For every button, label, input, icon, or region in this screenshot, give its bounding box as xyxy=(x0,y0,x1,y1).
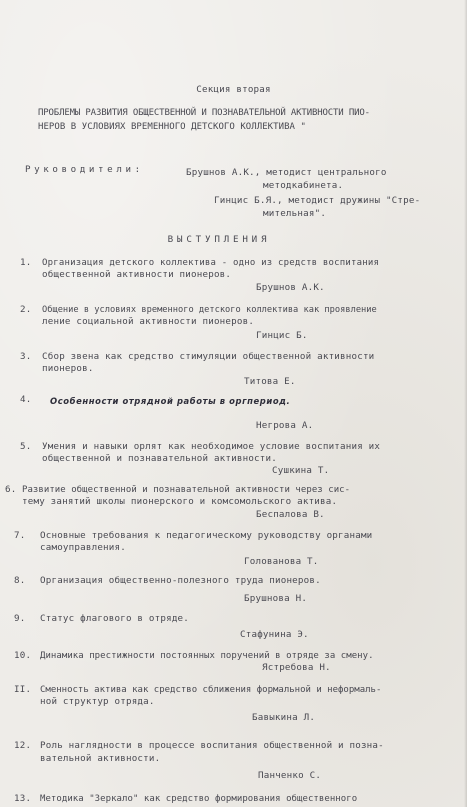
item-8-author: Брушнова Н. xyxy=(244,593,308,604)
item-13-number: 13. xyxy=(14,793,32,804)
item-12-number: 12. xyxy=(14,740,32,751)
item-9-number: 9. xyxy=(14,613,26,624)
leader-2-line-2: мительная". xyxy=(263,208,327,219)
item-10-author: Ястребова Н. xyxy=(262,662,331,673)
item-3-author: Титова Е. xyxy=(244,376,296,387)
item-2-line-2: ление социальной активности пионеров. xyxy=(42,316,255,327)
item-8-number: 8. xyxy=(14,575,26,586)
item-5-line-1: Умения и навыки орлят как необходимое условие воспитания их xyxy=(42,441,381,452)
item-9-author: Стафунина Э. xyxy=(240,629,309,640)
section-heading: Секция вторая xyxy=(196,84,271,95)
item-11-line-2: ной структур отряда. xyxy=(40,696,155,707)
item-5-line-2: общественной и познавательной активности. xyxy=(42,453,277,464)
item-11-line-1: Сменность актива как средство сближения формальной и неформаль- xyxy=(40,685,382,695)
item-2-author: Гинцис Б. xyxy=(256,330,308,341)
item-12-author: Панченко С. xyxy=(258,770,322,781)
item-5-number: 5. xyxy=(20,441,32,452)
item-11-author: Бавыкина Л. xyxy=(252,712,316,723)
speeches-heading: ВЫСТУПЛЕНИЯ xyxy=(167,234,271,245)
item-10-line-1: Динамика престижности постоянных поручений в отряде за смену. xyxy=(40,651,374,661)
item-5-author: Сушкина Т. xyxy=(272,465,330,476)
item-1-number: 1. xyxy=(20,257,32,268)
item-2-line-1: Общение в условиях временного детского коллектива как проявление xyxy=(42,305,377,315)
item-4-line-1-handwritten: Особенности отрядной работы в оргпериод. xyxy=(50,396,291,406)
item-4-number: 4. xyxy=(20,394,32,405)
item-4-author: Негрова А. xyxy=(256,420,314,431)
item-9-line-1: Статус флагового в отряде. xyxy=(40,613,190,624)
item-1-line-2: общественной активности пионеров. xyxy=(42,269,232,280)
item-7-number: 7. xyxy=(14,530,26,541)
item-6-author: Беспалова В. xyxy=(256,509,325,520)
item-2-number: 2. xyxy=(20,304,32,315)
item-13-line-1: Методика "Зеркало" как средство формирования общественного xyxy=(40,794,358,804)
item-7-line-1: Основные требования к педагогическому руководству органами xyxy=(40,530,373,541)
item-10-number: 10. xyxy=(14,650,32,661)
item-3-line-1: Сбор звена как средство стимуляции общественной активности xyxy=(42,351,375,362)
item-12-line-2: вательной активности. xyxy=(40,753,161,764)
item-6-number: 6. xyxy=(5,484,17,495)
item-6-line-1: Развитие общественной и познавательной активности через сис- xyxy=(22,485,351,495)
leader-2-line-1: Гинцис Б.Я., методист дружины "Стре- xyxy=(214,195,421,206)
document-title-line-1: ПРОБЛЕМЫ РАЗВИТИЯ ОБЩЕСТВЕННОЙ И ПОЗНАВАТЕЛЬНОЙ АКТИВНОСТИ ПИО- xyxy=(38,108,370,118)
leader-1-line-1: Брушнов А.К., методист центрального xyxy=(186,167,387,178)
leaders-label: Руководители: xyxy=(25,164,144,175)
item-11-number: II. xyxy=(14,684,32,695)
item-1-line-1: Организация детского коллектива - одно из средств воспитания xyxy=(42,258,380,268)
item-8-line-1: Организация общественно-полезного труда пионеров. xyxy=(40,575,321,586)
item-1-author: Брушнов А.К. xyxy=(256,282,325,293)
item-3-number: 3. xyxy=(20,351,32,362)
item-6-line-2: тему занятий школы пионерского и комсомольского актива. xyxy=(22,496,338,507)
item-12-line-1: Роль наглядности в процессе воспитания общественной и позна- xyxy=(40,740,384,751)
item-7-author: Голованова Т. xyxy=(244,556,319,567)
leader-1-line-2: методкабинета. xyxy=(263,180,344,191)
item-3-line-2: пионеров. xyxy=(42,363,94,374)
item-7-line-2: самоуправления. xyxy=(40,542,126,553)
document-title-line-2: НЕРОВ В УСЛОВИЯХ ВРЕМЕННОГО ДЕТСКОГО КОЛЛЕКТИВА " xyxy=(38,122,306,132)
